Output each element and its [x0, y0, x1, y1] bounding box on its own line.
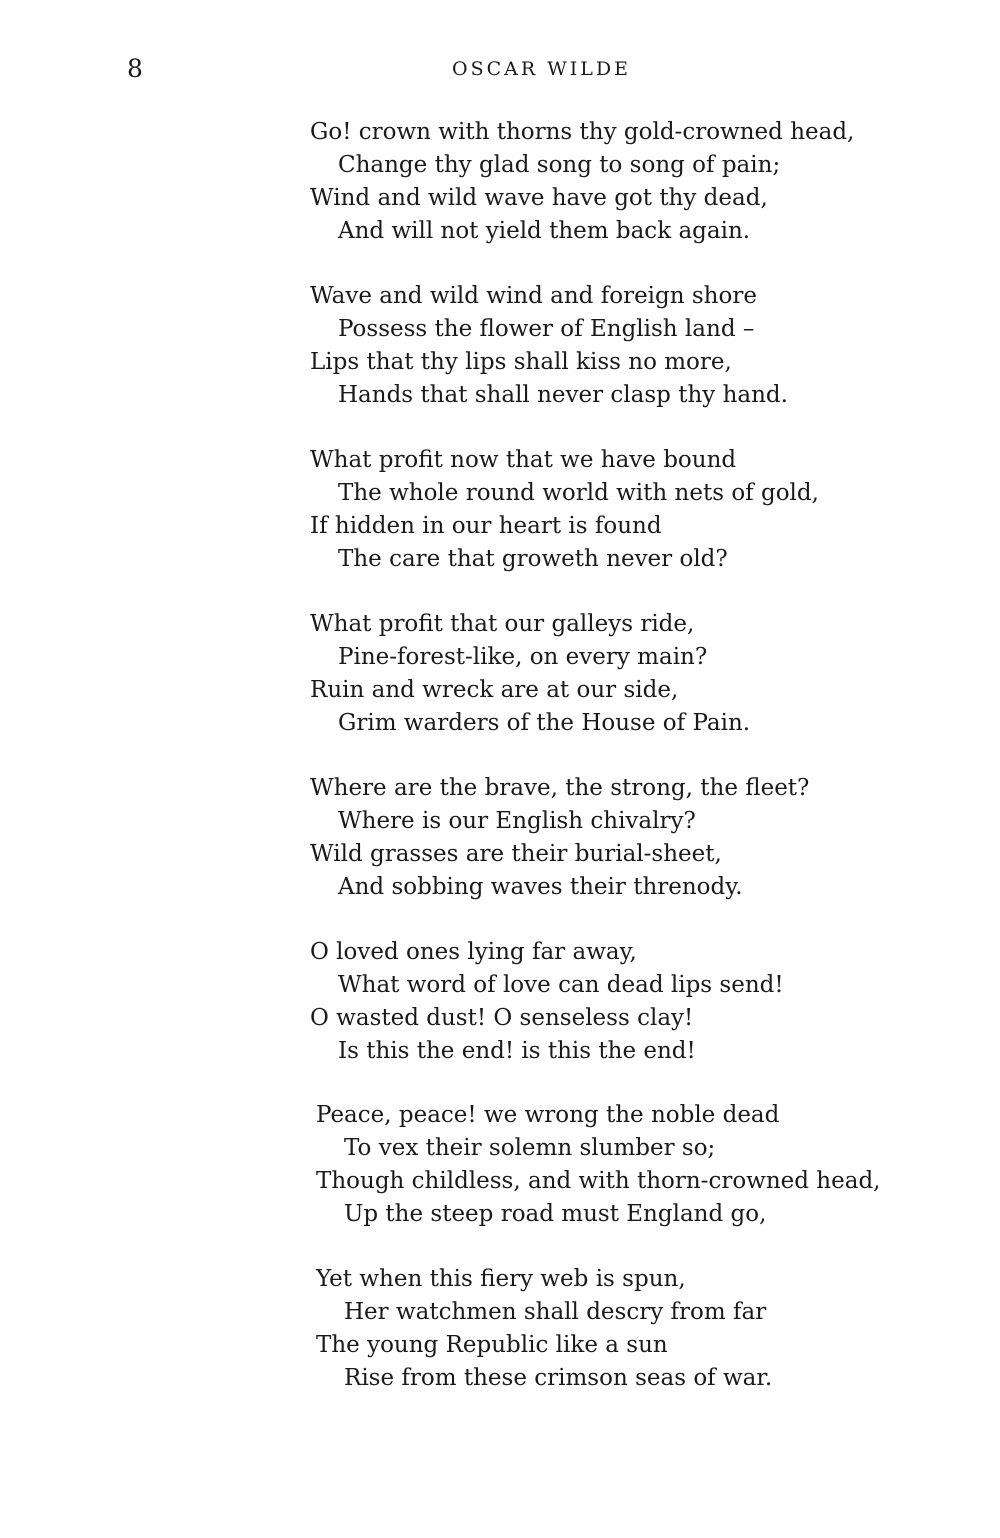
poem-line: What profit now that we have bound — [310, 447, 737, 473]
poem-line: If hidden in our heart is found — [310, 513, 662, 539]
stanza-3 — [310, 444, 950, 576]
poem-line: Peace, peace! we wrong the noble dead — [316, 1102, 780, 1128]
poem-line: The care that groweth never old? — [338, 546, 728, 572]
poem-line: The young Republic like a sun — [316, 1332, 668, 1358]
poem-line: And will not yield them back again. — [338, 218, 751, 244]
poem-line: Up the steep road must England go, — [344, 1201, 767, 1227]
poem-line: O wasted dust! O senseless clay! — [310, 1005, 694, 1031]
poem-line: O loved ones lying far away, — [310, 939, 637, 965]
stanza-1 — [310, 116, 950, 248]
poem-line: Grim warders of the House of Pain. — [338, 710, 751, 736]
stanza-6 — [310, 936, 950, 1068]
poem-line: Rise from these crimson seas of war. — [344, 1365, 773, 1391]
running-head: OSCAR WILDE — [452, 58, 631, 80]
poem-line: Though childless, and with thorn-crowned head, — [316, 1168, 881, 1194]
poem-line: Where are the brave, the strong, the fleet? — [310, 775, 810, 801]
poem-line: To vex their solemn slumber so; — [344, 1135, 716, 1161]
stanza-8 — [316, 1263, 956, 1395]
poem-line: Hands that shall never clasp thy hand. — [338, 382, 788, 408]
poem-line: Change thy glad song to song of pain; — [338, 152, 781, 178]
poem-line: And sobbing waves their threnody. — [338, 874, 743, 900]
stanza-7 — [316, 1099, 956, 1231]
poem-line: Possess the flower of English land – — [338, 316, 755, 342]
poem-line: Where is our English chivalry? — [338, 808, 696, 834]
poem-line: Her watchmen shall descry from far — [344, 1299, 767, 1325]
poem-line: Wave and wild wind and foreign shore — [310, 283, 757, 309]
poem-line: Ruin and wreck are at our side, — [310, 677, 679, 703]
poem-line: Wind and wild wave have got thy dead, — [310, 185, 768, 211]
poem-line: The whole round world with nets of gold, — [338, 480, 819, 506]
poem-line: Yet when this fiery web is spun, — [316, 1266, 686, 1292]
stanza-5 — [310, 772, 950, 904]
page-number: 8 — [127, 54, 143, 83]
stanza-2 — [310, 280, 950, 412]
poem-line: Is this the end! is this the end! — [338, 1038, 696, 1064]
poem-line: What profit that our galleys ride, — [310, 611, 695, 637]
poem-line: Lips that thy lips shall kiss no more, — [310, 349, 732, 375]
poem-line: Pine-forest-like, on every main? — [338, 644, 708, 670]
stanza-4 — [310, 608, 950, 740]
poem-line: What word of love can dead lips send! — [338, 972, 784, 998]
poem-line: Go! crown with thorns thy gold-crowned head, — [310, 119, 855, 145]
poem-line: Wild grasses are their burial-sheet, — [310, 841, 722, 867]
